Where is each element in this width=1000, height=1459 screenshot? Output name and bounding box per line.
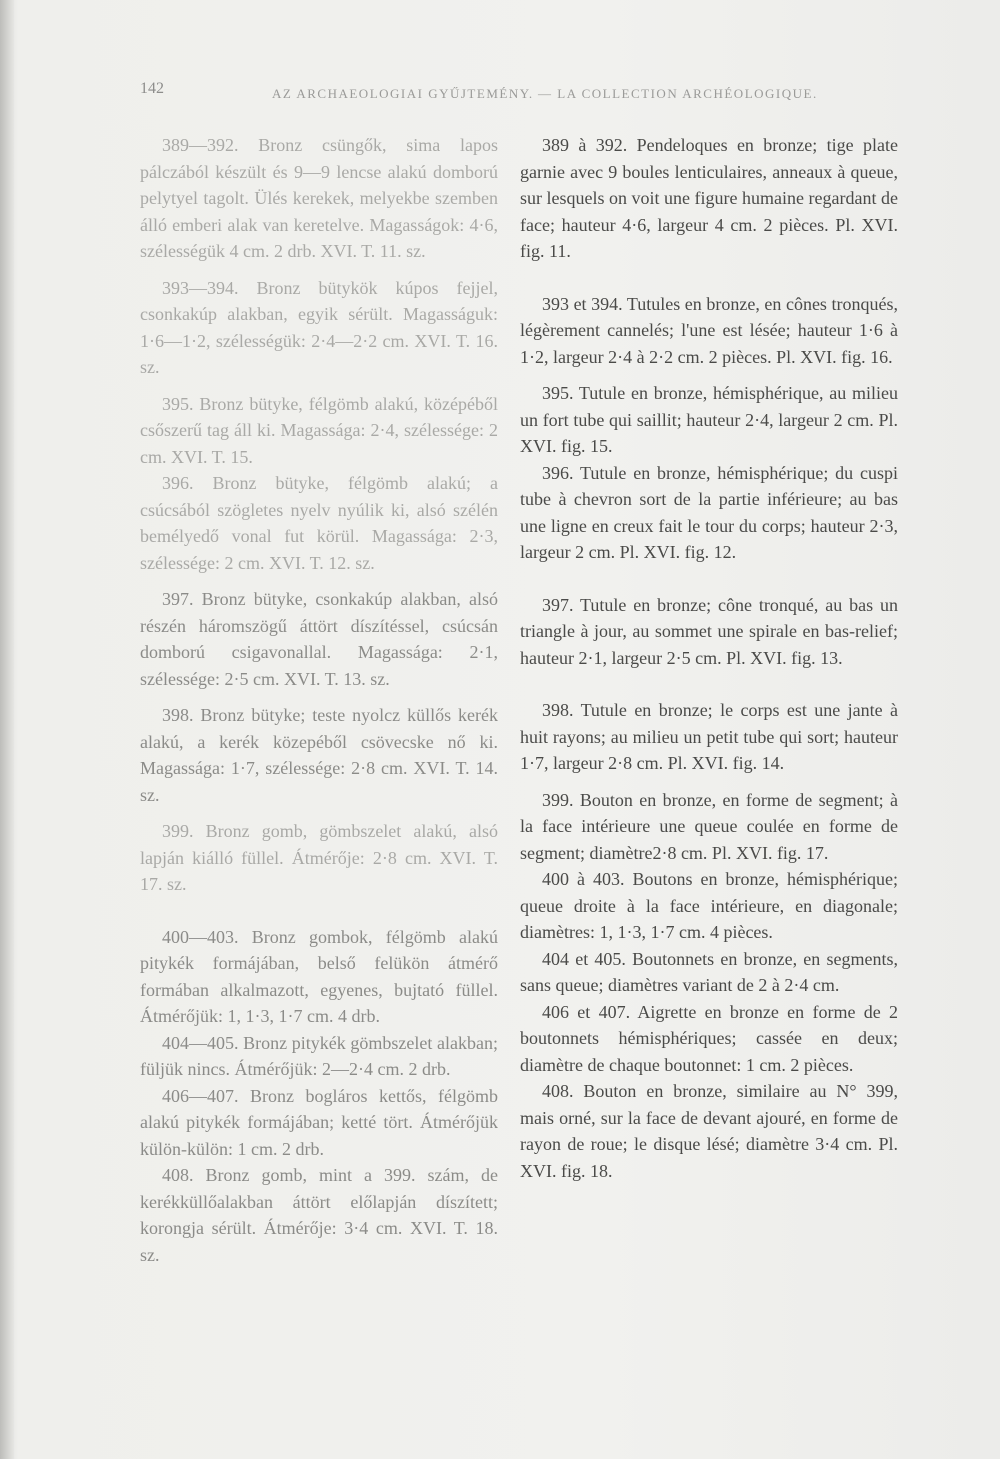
entry-408-hu: 408. Bronz gomb, mint a 399. szám, de kerékküllőalakban áttört előlapján díszített; korongja sérült. Átmérője: 3·4 cm. XVI. T. 18. sz. (140, 1165, 498, 1265)
entry-396-hu: 396. Bronz bütyke, félgömb alakú; a csúcsából szögletes nyelv nyúlik ki, alsó szélén bemélyedő vonal fut körül. Magassága: 2·3, szélessége: 2 cm. XVI. T. 12. sz. (140, 473, 498, 573)
french-column (520, 132, 898, 1184)
entry-406-407-fr: 406 et 407. Aigrette en bronze en forme de 2 boutonnets hémisphériques; cassée en deux; diamètre de chaque boutonnet: 1 cm. 2 pièces. (520, 1001, 898, 1075)
entry-400-403-hu: 400—403. Bronz gombok, félgömb alakú pitykék formájában, belső felükön átmérő formában alkalmazott, egyenes, bujtató füllel. Átmérőjük: 1, 1·3, 1·7 cm. 4 drb. (140, 926, 498, 1026)
entry-406-407-hu: 406—407. Bronz bogláros kettős, félgömb alakú pitykék formájában; ketté tört. Átmérőjük külön-külön: 1 cm. 2 drb. (140, 1085, 498, 1159)
entry-396-fr: 396. Tutule en bronze, hémisphérique; du cuspi tube à chevron sort de la partie inférieure; au bas une ligne en creux fait le tour du corps; hauteur 2·3, largeur 2 cm. Pl. XVI. fig. 12. (520, 462, 898, 562)
entry-389-392-fr: 389 à 392. Pendeloques en bronze; tige plate garnie avec 9 boules lenticulaires, anneaux à queue, sur lesquels on voit une figure humaine regardant de face; hauteur 4·6, largeur 4 cm. 2 pièces. Pl. XVI. fig. 11. (520, 135, 898, 261)
running-title-hungarian: AZ ARCHAEOLOGIAI GYŰJTEMÉNY. (272, 86, 534, 101)
entry-393-394-fr: 393 et 394. Tutules en bronze, en cônes tronqués, légèrement cannelés; l'une est lésée; hauteur 1·6 à 1·2, largeur 2·4 à 2·2 cm. 2 pièces. Pl. XVI. fig. 16. (520, 293, 898, 367)
entry-399-fr: 399. Bouton en bronze, en forme de segment; à la face intérieure une queue coulée en forme de segment; diamètre2·8 cm. Pl. XVI. fig. 17. (520, 789, 898, 863)
entry-393-394-hu: 393—394. Bronz bütykök kúpos fejjel, csonkakúp alakban, egyik sérült. Magasságuk: 1·6—1·2, szélességük: 2·4—2·2 cm. XVI. T. 16. sz. (140, 277, 498, 377)
binding-shadow (0, 0, 14, 1459)
entry-397-fr: 397. Tutule en bronze; cône tronqué, au bas un triangle à jour, au sommet une spirale en bas-relief; hauteur 2·1, largeur 2·5 cm. Pl. XVI. fig. 13. (520, 594, 898, 668)
entry-397-hu: 397. Bronz bütyke, csonkakúp alakban, alsó részén háromszögű áttört díszítéssel, csúcsán domború csigavonallal. Magassága: 2·1, szélessége: 2·5 cm. XVI. T. 13. sz. (140, 589, 498, 689)
entry-395-fr: 395. Tutule en bronze, hémisphérique, au milieu un fort tube qui saillit; hauteur 2·4, largeur 2 cm. Pl. XVI. fig. 15. (520, 383, 898, 456)
entry-398-hu: 398. Bronz bütyke; teste nyolcz küllős kerék alakú, a kerék közepéből csövecske nő ki. Magassága: 1·7, szélessége: 2·8 cm. XVI. T. 14. sz. (140, 705, 498, 805)
entry-389-392-hu: 389—392. Bronz csüngők, sima lapos pálczából készült és 9—9 lencse alakú domború pelytyel tagolt. Ülés kerekek, melyekbe szemben álló emberi alak van keretelve. Magasságok: 4·6, szélességük 4 cm. 2 drb. XVI. T. 11. sz. (140, 135, 498, 261)
page-number: 142 (140, 80, 164, 97)
entry-395-hu: 395. Bronz bütyke, félgömb alakú, középéből csőszerű tag áll ki. Magassága: 2·4, szélessége: 2 cm. XVI. T. 15. (140, 393, 498, 467)
entry-399-hu: 399. Bronz gomb, gömbszelet alakú, alsó lapján kiálló füllel. Átmérője: 2·8 cm. XVI. T. 17. sz. (140, 821, 498, 894)
running-title-french: — LA COLLECTION ARCHÉOLOGIQUE. (538, 86, 818, 101)
hungarian-column (140, 132, 498, 1268)
entry-408-fr: 408. Bouton en bronze, similaire au N° 399, mais orné, sur la face de devant ajouré, en forme de rayon de roue; le disque lésé; diamètre 3·4 cm. Pl. XVI. fig. 18. (520, 1081, 898, 1181)
entry-404-405-fr: 404 et 405. Boutonnets en bronze, en segments, sans queue; diamètres variant de 2 à 2·4 cm. (520, 948, 898, 995)
entry-400-403-fr: 400 à 403. Boutons en bronze, hémisphérique; queue droite à la face intérieure, en diagonale; diamètres: 1, 1·3, 1·7 cm. 4 pièces. (520, 869, 898, 942)
entry-404-405-hu: 404—405. Bronz pitykék gömbszelet alakban; füljük nincs. Átmérőjük: 2—2·4 cm. 2 drb. (140, 1032, 498, 1079)
entry-398-fr: 398. Tutule en bronze; le corps est une jante à huit rayons; au milieu un petit tube qui sort; hauteur 1·7, largeur 2·8 cm. Pl. XVI. fig. 14. (520, 700, 898, 773)
